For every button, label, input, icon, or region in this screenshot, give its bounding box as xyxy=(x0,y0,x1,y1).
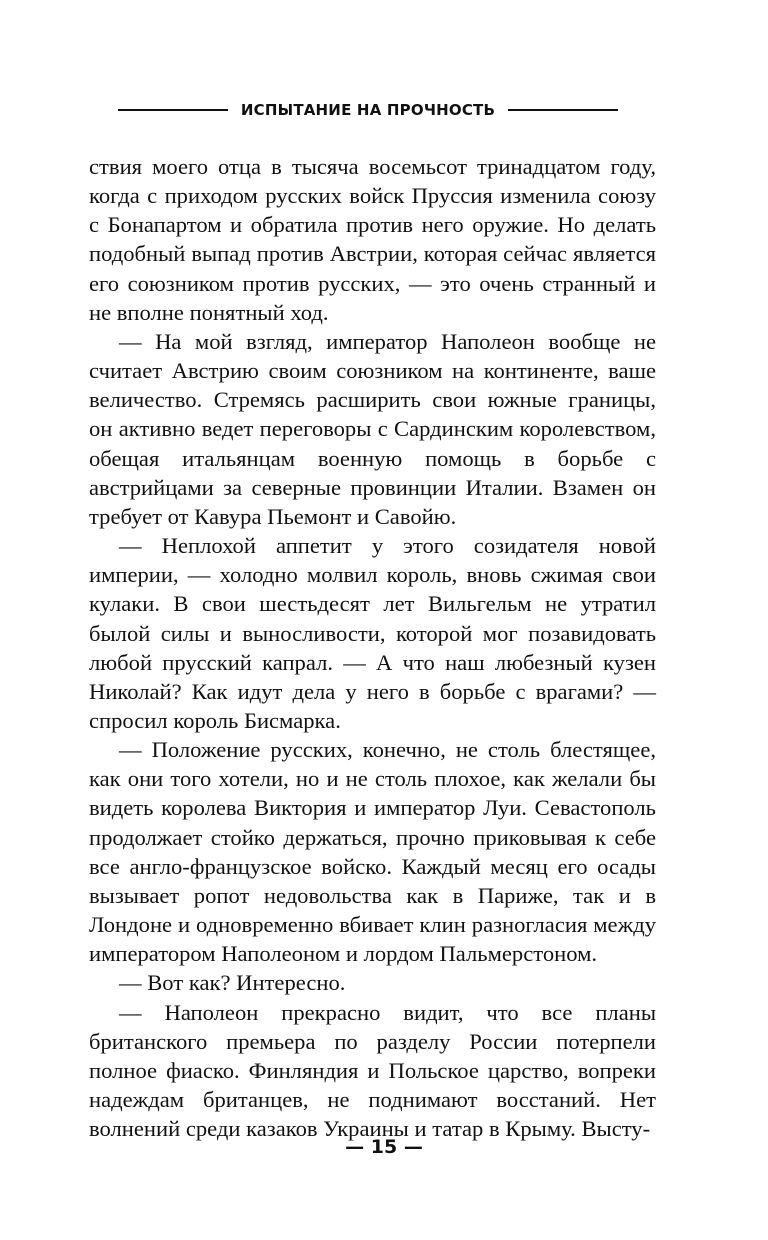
running-head xyxy=(118,97,618,123)
paragraph: — На мой взгляд, император Наполеон вообще не считает Австрию своим союзником на континенте, ваше величество. Стремясь расширить свои южные границы, он активно ведет переговоры с Сардинским королевством, обещая итальянцам военную помощь в борьбе с австрийцами за северные провинции Италии. Взамен он требует от Кавура Пьемонт и Савойю. xyxy=(89,328,656,529)
running-head-title: ИСПЫТАНИЕ НА ПРОЧНОСТЬ xyxy=(240,101,496,119)
paragraph: — Положение русских, конечно, не столь блестящее, как они того хотели, но и не столь плохое, как желали бы видеть королева Виктория и император Луи. Севастополь продолжает стойко держаться, прочно приковывая к себе все англо-французское войско. Каждый месяц его осады вызывает ропот недовольства как в Париже, так и в Лондоне и одновременно вбивает клин разногласия между императором Наполеоном и лордом Пальмерстоном. xyxy=(89,737,656,967)
page-number: — 15 — xyxy=(345,1136,423,1158)
header-rule-right xyxy=(508,109,618,111)
body-text xyxy=(89,152,656,1143)
header-rule-left xyxy=(118,109,228,111)
paragraph: — Неплохой аппетит у этого созидателя новой империи, — холодно молвил король, вновь сжимая свои кулаки. В свои шестьдесят лет Вильгельм не утратил былой силы и выносливости, которой мог позавидовать любой прусский капрал. — А что наш любезный кузен Николай? Как идут дела у него в борьбе с врагами? — спросил король Бисмарка. xyxy=(89,533,656,733)
paragraph: ствия моего отца в тысяча восемьсот тринадцатом году, когда с приходом русских войск Пруссия изменила союзу с Бонапартом и обратила против него оружие. Но делать подобный выпад против Австрии, которая сейчас является его союзником против русских, — это очень странный и не вполне понятный ход. xyxy=(89,154,656,325)
paragraph: — Наполеон прекрасно видит, что все планы британского премьера по разделу России потерпели полное фиаско. Финляндия и Польское царство, вопреки надеждам британцев, не поднимают восстаний. Нет волнений среди казаков Украины и татар в Крыму. Высту- xyxy=(89,999,656,1142)
paragraph: — Вот как? Интересно. xyxy=(119,970,346,996)
